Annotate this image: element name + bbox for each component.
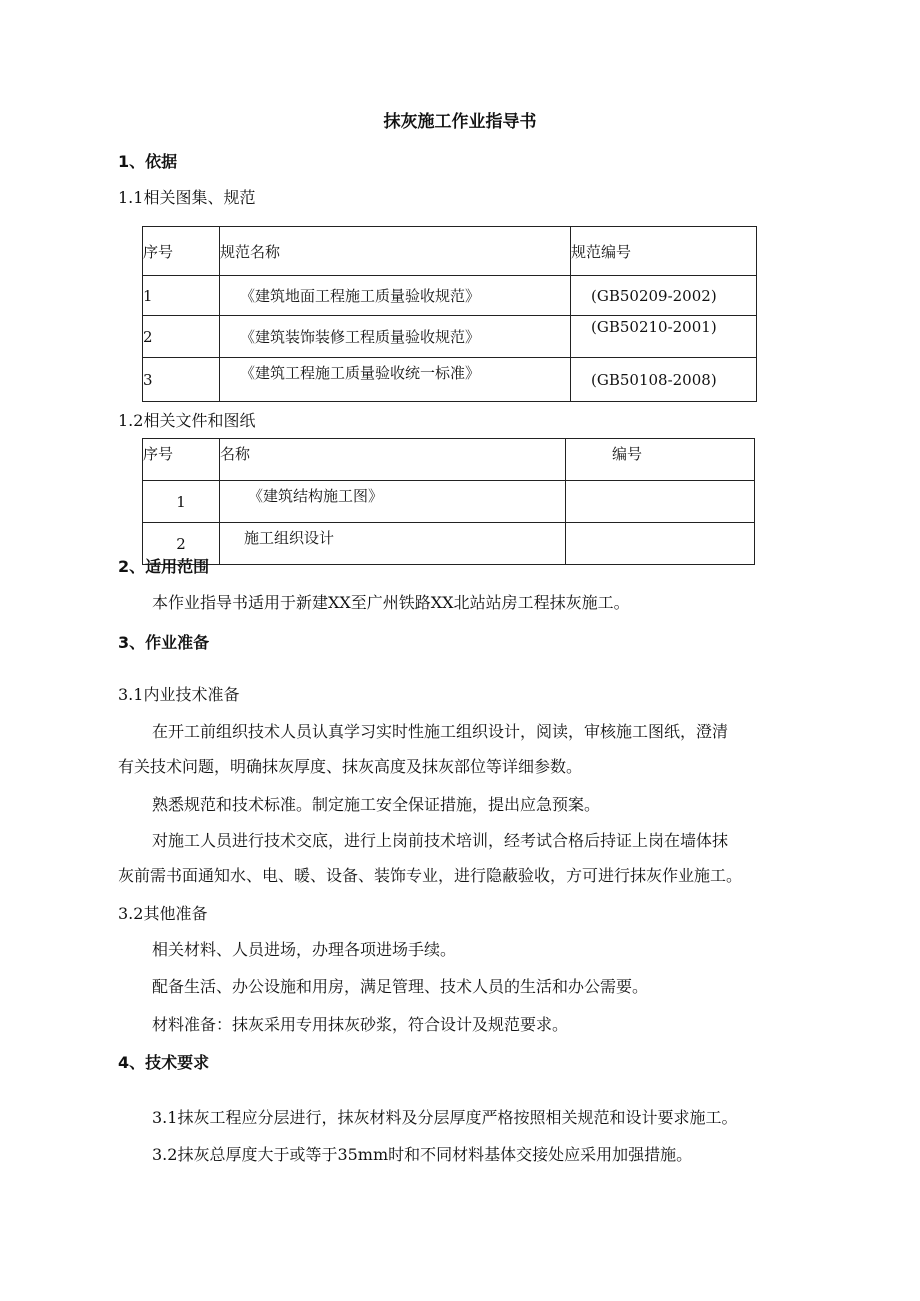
section4-heading: 4、技术要求 xyxy=(118,1053,210,1072)
table-header-cell: 规范名称 xyxy=(220,227,571,276)
paragraph-line: 3.1抹灰工程应分层进行，抹灰材料及分层厚度严格按照相关规范和设计要求施工。 xyxy=(152,1108,738,1127)
table-cell xyxy=(566,481,755,523)
section2-heading: 2、适用范围 xyxy=(118,557,210,576)
table-header-cell: 名称 xyxy=(220,439,566,481)
table-cell: 2 xyxy=(143,523,220,565)
table-row xyxy=(143,523,755,565)
paragraph-line: 灰前需书面通知水、电、暖、设备、装饰专业，进行隐蔽验收，方可进行抹灰作业施工。 xyxy=(118,866,743,885)
table-row xyxy=(143,358,757,402)
table-header-row xyxy=(143,439,755,481)
table-cell: 《建筑结构施工图》 xyxy=(220,481,566,523)
table-row xyxy=(143,316,757,358)
table-cell: (GB50210-2001) xyxy=(571,316,757,358)
paragraph-line: 有关技术问题，明确抹灰厚度、抹灰高度及抹灰部位等详细参数。 xyxy=(118,757,583,776)
standards-table xyxy=(142,226,757,402)
table-header-cell: 编号 xyxy=(566,439,755,481)
table-cell: (GB50209-2002) xyxy=(571,276,757,316)
paragraph-line: 熟悉规范和技术标准。制定施工安全保证措施，提出应急预案。 xyxy=(152,795,601,814)
paragraph-line: 材料准备：抹灰采用专用抹灰砂浆，符合设计及规范要求。 xyxy=(152,1015,569,1034)
table-header-cell: 序号 xyxy=(143,439,220,481)
paragraph-line: 对施工人员进行技术交底，进行上岗前技术培训，经考试合格后持证上岗在墙体抹 xyxy=(152,831,729,850)
section1-heading: 1、依据 xyxy=(118,152,178,171)
table-cell: 3 xyxy=(143,358,220,402)
table-cell: 施工组织设计 xyxy=(220,523,566,565)
table-header-row xyxy=(143,227,757,276)
table-cell: 1 xyxy=(143,481,220,523)
paragraph-line: 在开工前组织技术人员认真学习实时性施工组织设计，阅读，审核施工图纸，澄清 xyxy=(152,722,729,741)
paragraph-line: 3.2抹灰总厚度大于或等于35mm时和不同材料基体交接处应采用加强措施。 xyxy=(152,1145,693,1164)
section1-sub2: 1.2相关文件和图纸 xyxy=(118,411,256,430)
section3-heading: 3、作业准备 xyxy=(118,633,210,652)
table-cell xyxy=(566,523,755,565)
section3-sub2: 3.2其他准备 xyxy=(118,904,208,923)
section1-sub1: 1.1相关图集、规范 xyxy=(118,188,256,207)
table-cell: 《建筑地面工程施工质量验收规范》 xyxy=(220,276,571,316)
table-row xyxy=(143,481,755,523)
table-row xyxy=(143,276,757,316)
paragraph-line: 配备生活、办公设施和用房，满足管理、技术人员的生活和办公需要。 xyxy=(152,977,649,996)
document-title: 抹灰施工作业指导书 xyxy=(383,112,537,132)
paragraph-line: 相关材料、人员进场，办理各项进场手续。 xyxy=(152,940,457,959)
table-cell: 1 xyxy=(143,276,220,316)
documents-table xyxy=(142,438,755,565)
section2-text: 本作业指导书适用于新建XX至广州铁路XX北站站房工程抹灰施工。 xyxy=(152,593,630,612)
table-cell: 《建筑工程施工质量验收统一标准》 xyxy=(220,358,571,402)
table-header-cell: 序号 xyxy=(143,227,220,276)
table-cell: 《建筑装饰装修工程质量验收规范》 xyxy=(220,316,571,358)
section3-sub1: 3.1内业技术准备 xyxy=(118,685,240,704)
table-cell: (GB50108-2008) xyxy=(571,358,757,402)
table-cell: 2 xyxy=(143,316,220,358)
table-header-cell: 规范编号 xyxy=(571,227,757,276)
